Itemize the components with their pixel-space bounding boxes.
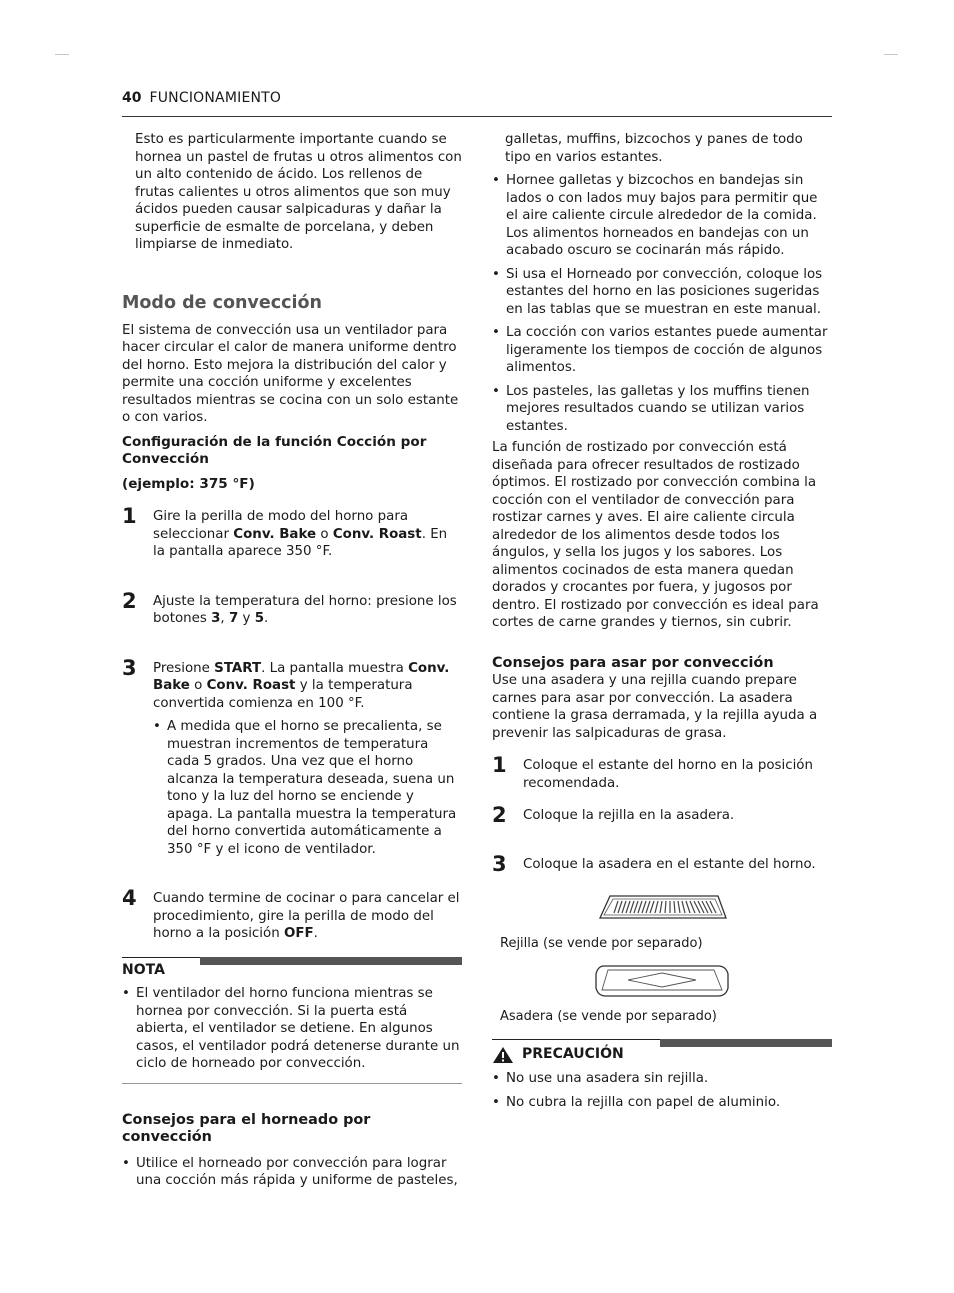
left-column (122, 131, 462, 1190)
right-column (492, 131, 832, 1111)
step-number: 3 (122, 655, 137, 680)
convection-heading: Modo de convección (122, 292, 322, 313)
step-3 (122, 655, 462, 859)
step-text: Coloque la rejilla en la asadera. (523, 808, 735, 823)
step-text: Cuando termine de cocinar o para cancelar el procedimiento, gire la perilla de modo del horno a la posición OFF. (153, 891, 460, 941)
step-4 (122, 886, 462, 943)
list-item: • Utilice el horneado por convección para lograr una cocción más rápida y uniforme de pasteles, (122, 1155, 462, 1190)
step-text: Gire la perilla de modo del horno para seleccionar Conv. Bake o Conv. Roast. En la pantalla aparece 350 °F. (153, 509, 448, 559)
step-number: 2 (122, 588, 137, 613)
step-1 (122, 504, 462, 561)
page-number: 40 (122, 90, 142, 106)
baking-tips-heading: Consejos para el horneado por convección (122, 1111, 371, 1145)
crop-mark-right (884, 54, 898, 55)
roast-paragraph: La función de rostizado por convección está diseñada para ofrecer resultados de rostizado óptimos. El rostizado por convección combina la cocción con el ventilador de convección para rostizar carnes y aves. El aire caliente circula alrededor de los alimentos desde todos los ángulos, y sella los jugos y los sabores. Los alimentos cocinados de esta manera quedan dorados y crocantes por fuera, y jugosos por dentro. El rostizado por convección es ideal para cortes de carne grandes y tiernos, sin cubrir. (492, 440, 819, 630)
list-item: • El ventilador del horno funciona mientras se hornea por convección. Si la puerta está abierta, el ventilador se detiene. En algunos casos, el ventilador podrá detenerse durante un ciclo de horneado por convección. (122, 985, 462, 1073)
warning-icon (492, 1046, 514, 1064)
step-number: 2 (492, 803, 507, 827)
list-item: • No cubra la rejilla con papel de aluminio. (492, 1094, 832, 1112)
list-item: • La cocción con varios estantes puede aumentar ligeramente los tiempos de cocción de algunos alimentos. (492, 324, 832, 377)
continued-text: galletas, muffins, bizcochos y panes de todo tipo en varios estantes. (505, 132, 803, 165)
caution-header (492, 1046, 832, 1064)
pan-caption: Asadera (se vende por separado) (500, 1008, 717, 1024)
caution-list (492, 1070, 832, 1111)
config-example: (ejemplo: 375 °F) (122, 475, 255, 492)
step-text: Coloque el estante del horno en la posición recomendada. (523, 758, 813, 791)
step-text: Coloque la asadera en el estante del horno. (523, 857, 816, 872)
caution-rule (492, 1039, 660, 1040)
note-box (122, 957, 462, 1084)
baking-tips-list (122, 1155, 462, 1190)
grill-caption: Rejilla (se vende por separado) (500, 935, 703, 951)
step-number: 1 (122, 504, 137, 528)
roast-step-2 (492, 803, 832, 841)
roast-step-3 (492, 852, 832, 890)
step-text: Ajuste la temperatura del horno: presione los botones 3, 7 y 5. (153, 593, 457, 626)
step-3-bullets (153, 718, 462, 858)
baking-tips-list-continued (492, 172, 832, 435)
roast-tips-heading: Consejos para asar por convección (492, 654, 774, 671)
list-item: • No use una asadera sin rejilla. (492, 1070, 832, 1088)
note-list (122, 985, 462, 1073)
step-number: 1 (492, 753, 507, 777)
step-text: Presione START. La pantalla muestra Conv. Bake o Conv. Roast y la temperatura convertida comienza en 100 °F. (153, 660, 450, 711)
config-title: Configuración de la función Cocción por Convección (122, 433, 427, 467)
section-title: FUNCIONAMIENTO (149, 90, 282, 106)
step-number: 4 (122, 886, 137, 910)
broiler-pan-illustration (492, 962, 832, 1000)
caution-box (492, 1039, 832, 1111)
pan-figure (492, 962, 832, 1025)
intro-paragraph: Esto es particularmente importante cuando se hornea un pastel de frutas u otros alimentos con un alto contenido de ácido. Los rellenos de frutas calientes u otros alimentos que son muy ácidos pueden causar salpicaduras y dañar la superficie de esmalte de porcelana, y deben limpiarse de inmediato. (135, 132, 462, 252)
roast-tips-text: Use una asadera y una rejilla cuando prepare carnes para asar por convección. La asadera contiene la grasa derramada, y la rejilla ayuda a prevenir las salpicaduras de grasa. (492, 673, 818, 741)
note-title: NOTA (122, 961, 165, 978)
list-item: • Los pasteles, las galletas y los muffins tienen mejores resultados cuando se utilizan varios estantes. (492, 383, 832, 436)
note-rule (122, 957, 200, 958)
list-item: • Si usa el Horneado por convección, coloque los estantes del horno en las posiciones sugeridas en las tablas que se muestran en este manual. (492, 266, 832, 319)
grill-figure (492, 890, 832, 952)
convection-description: El sistema de convección usa un ventilador para hacer circular el calor de manera uniforme dentro del horno. Esto mejora la distribución del calor y permite una cocción uniforme y excelentes resultados mientras se cocina con un solo estante o con varios. (122, 322, 459, 425)
caution-title: PRECAUCIÓN (522, 1046, 624, 1063)
list-item: • A medida que el horno se precalienta, se muestran incrementos de temperatura cada 5 grados. Una vez que el horno alcanza la temperatura deseada, suena un tono y la luz del horno se enciende y apaga. La pantalla muestra la temperatura del horno convertida automáticamente a 350 °F y el icono de ventilador. (153, 718, 462, 858)
step-number: 3 (492, 852, 507, 876)
grill-rack-illustration (492, 890, 832, 926)
roast-step-1 (492, 753, 832, 792)
list-item: • Hornee galletas y bizcochos en bandejas sin lados o con lados muy bajos para permitir que el aire caliente circule alrededor de la comida. Los alimentos horneados en bandejas con un acabado oscuro se cocinarán más rápido. (492, 172, 832, 260)
crop-mark-left (55, 54, 69, 55)
step-2 (122, 588, 462, 628)
page-header (122, 90, 832, 117)
